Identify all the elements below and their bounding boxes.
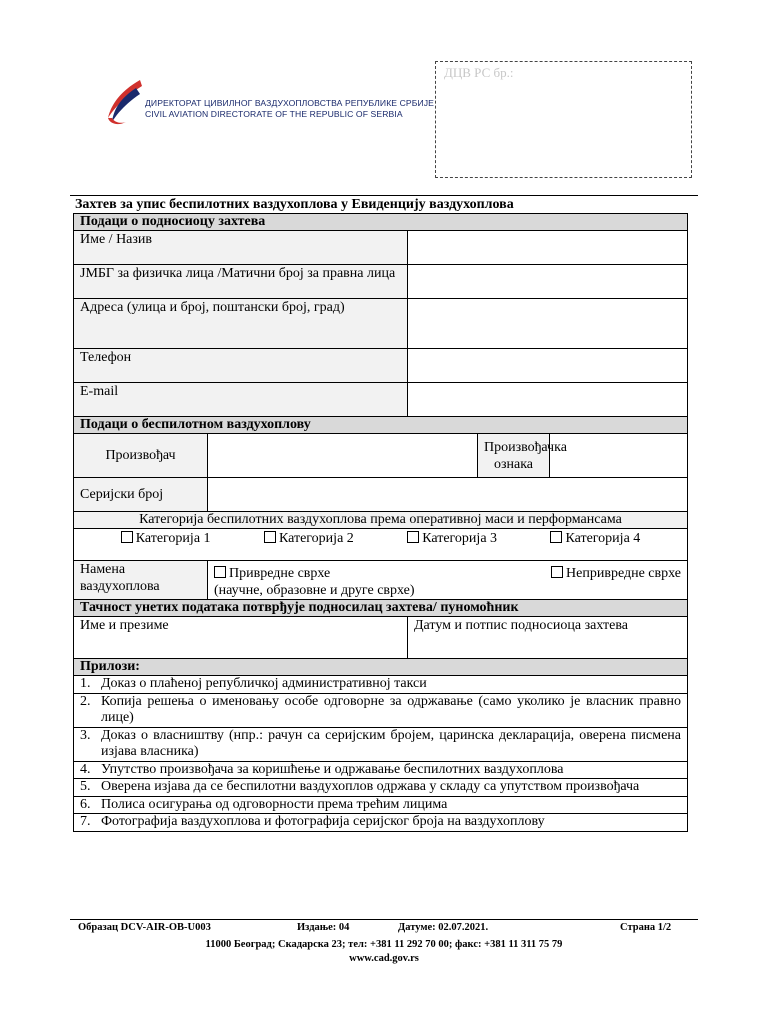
attachment-row <box>74 796 688 814</box>
attachment-item <box>74 779 688 797</box>
purpose-noncommercial-option[interactable]: Непривредне сврхе <box>551 565 681 582</box>
purpose-noncommercial-checkbox[interactable] <box>551 566 563 578</box>
header-divider <box>70 195 698 196</box>
category-heading: Категорија беспилотних ваздухоплова према оперативној маси и перформансама <box>74 512 688 529</box>
purpose-options <box>208 561 688 600</box>
attachment-item <box>74 693 688 727</box>
manufacturer-field[interactable] <box>208 434 478 478</box>
attachment-item <box>74 676 688 694</box>
phone-field[interactable] <box>408 349 688 383</box>
email-label: E-mail <box>74 383 408 417</box>
attachment-item <box>74 814 688 832</box>
form-code: Образац DCV-AIR-OB-U003 <box>78 922 211 933</box>
attachment-text: Доказ о плаћеној републичкој административној такси <box>101 676 427 691</box>
section-applicant: Подаци о подносиоцу захтева <box>74 214 688 231</box>
designation-label: Произвођачка ознака <box>478 434 550 478</box>
signature-date-label: Датум и потпис подносиоца захтева <box>414 618 628 633</box>
name-field[interactable] <box>408 231 688 265</box>
address-field[interactable] <box>408 299 688 349</box>
attachment-text: Упутство произвођача за коришћење и одржавање беспилотних ваздухоплова <box>101 761 564 777</box>
category-1-checkbox[interactable] <box>121 531 133 543</box>
purpose-commercial-option[interactable]: Привредне сврхе <box>214 565 330 582</box>
attachment-number: 6. <box>80 796 91 812</box>
signature-date-field[interactable] <box>408 617 688 659</box>
attachment-row <box>74 814 688 832</box>
org-name <box>145 98 434 120</box>
attachment-number: 7. <box>80 814 91 829</box>
attachment-item <box>74 727 688 761</box>
category-4-checkbox[interactable] <box>550 531 562 543</box>
page-number: Страна 1/2 <box>620 922 672 933</box>
attachment-row <box>74 779 688 797</box>
address-label: Адреса (улица и број, поштански број, град) <box>74 299 408 349</box>
document-title: Захтев за упис беспилотних ваздухоплова у Евиденцију ваздухоплова <box>75 197 514 212</box>
attachment-number: 1. <box>80 676 91 691</box>
attachment-text: Оверена изјава да се беспилотни ваздухоплов одржава у складу са упутством произвођача <box>101 779 640 794</box>
attachment-number: 4. <box>80 761 91 777</box>
org-name-sr: ДИРЕКТОРАТ ЦИВИЛНОГ ВАЗДУХОПЛОВСТВА РЕПУБЛИКЕ СРБИЈЕ <box>145 98 435 108</box>
attachment-item <box>74 796 688 814</box>
designation-field[interactable] <box>550 434 688 478</box>
attachment-row <box>74 676 688 694</box>
id-number-field[interactable] <box>408 265 688 299</box>
purpose-commercial-note: (научне, образовне и друге сврхе) <box>214 583 415 598</box>
category-3-checkbox[interactable] <box>407 531 419 543</box>
attachment-row <box>74 727 688 761</box>
attachment-text: Фотографија ваздухоплова и фотографија серијског броја на ваздухоплову <box>101 814 545 829</box>
id-number-label: ЈМБГ за физичка лица /Матични број за правна лица <box>74 265 408 299</box>
attachments-list <box>74 676 688 832</box>
website: www.cad.gov.rs <box>349 953 419 964</box>
category-options <box>74 529 688 561</box>
section-attachments: Прилози: <box>74 659 688 676</box>
serial-number-label: Серијски број <box>74 478 208 512</box>
serial-number-field[interactable] <box>208 478 688 512</box>
email-field[interactable] <box>408 383 688 417</box>
purpose-label: Намена ваздухоплова <box>74 561 208 600</box>
attachment-number: 5. <box>80 779 91 794</box>
form-table <box>73 213 688 832</box>
attachment-number: 2. <box>80 693 91 709</box>
application-form <box>73 213 686 832</box>
attachment-row <box>74 693 688 727</box>
attachment-item <box>74 761 688 779</box>
category-4-option[interactable]: Категорија 4 <box>550 530 640 547</box>
section-uav: Подаци о беспилотном ваздухоплову <box>74 417 688 434</box>
category-3-option[interactable]: Категорија 3 <box>407 530 497 547</box>
category-2-checkbox[interactable] <box>264 531 276 543</box>
signer-name-label: Име и презиме <box>80 618 169 633</box>
issue-date: Датуме: 02.07.2021. <box>398 922 489 933</box>
footer-divider <box>70 919 698 920</box>
contact-address: 11000 Београд; Скадарска 23; тел: +381 11 292 70 00; факс: +381 11 311 75 79 <box>205 939 563 950</box>
registration-number-label: ДЦВ РС бр.: <box>444 65 514 80</box>
name-label: Име / Назив <box>74 231 408 265</box>
manufacturer-label: Произвођач <box>74 434 208 478</box>
attachment-row <box>74 761 688 779</box>
cad-logo-icon <box>100 78 144 128</box>
category-2-option[interactable]: Категорија 2 <box>264 530 354 547</box>
purpose-commercial-checkbox[interactable] <box>214 566 226 578</box>
signer-name-field[interactable] <box>74 617 408 659</box>
phone-label: Телефон <box>74 349 408 383</box>
edition: Издање: 04 <box>297 922 350 933</box>
attachment-text: Полиса осигурања од одговорности према трећим лицима <box>101 796 448 812</box>
attachment-text: Доказ о власништву (нпр.: рачун са серијским бројем, царинска декларација, оверена писмена изјава власника) <box>101 727 681 759</box>
attachment-number: 3. <box>80 727 91 743</box>
section-confirmation: Тачност унетих података потврђује подносилац захтева/ пуномоћник <box>74 600 688 617</box>
org-name-en: CIVIL AVIATION DIRECTORATE OF THE REPUBLIC OF SERBIA <box>145 109 403 119</box>
category-1-option[interactable]: Категорија 1 <box>121 530 211 547</box>
attachment-text: Копија решења о именовању особе одговорне за одржавање (само уколико је власник правно лице) <box>101 693 681 725</box>
